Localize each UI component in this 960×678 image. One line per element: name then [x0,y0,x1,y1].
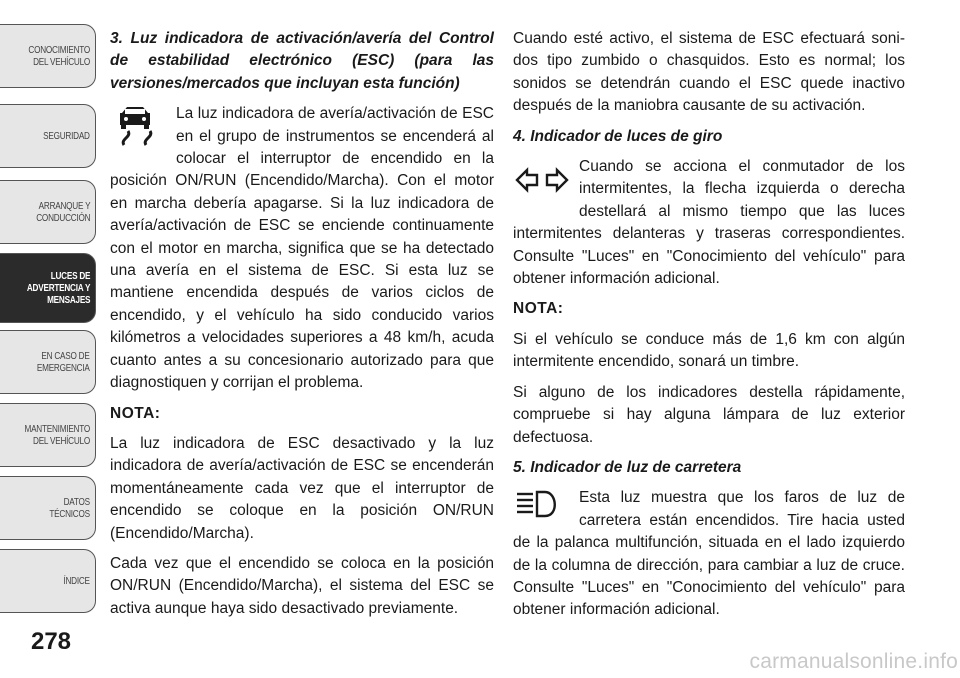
nota-label: NOTA: [110,404,161,422]
tab-indice[interactable]: ÍNDICE [0,549,96,613]
turn-signal-chime-paragraph: Si el vehículo se conduce más de 1,6 km con algún intermitente encendido, sonará un timbre. [513,330,905,371]
tab-emergencia[interactable]: EN CASO DE EMERGENCIA [0,330,96,394]
turn-signal-arrows-icon [513,158,571,202]
tab-datos-tecnicos[interactable]: DATOS TÉCNICOS [0,476,96,540]
page-number: 278 [30,628,72,655]
tab-seguridad[interactable]: SEGURIDAD [0,104,96,168]
high-beam-icon [513,489,571,519]
esc-sound-paragraph: Cuando esté activo, el sistema de ESC efectuará soni-dos tipo zumbido o chasquidos. Esto es normal; los sonidos se detendrán cuando el ESC quede inactivo después de la maniobra causante de su activación. [513,30,905,115]
section-heading-high-beam: 5. Indicador de luz de carretera [513,458,742,476]
right-column [513,28,905,630]
nota-label-2: NOTA: [513,300,564,318]
esc-paragraph: La luz indicadora de avería/activación de ESC en el grupo de instrumentos se encenderá al colocar el interruptor de encendido en la posición ON/RUN (Encendido/Marcha). Con el motor en marcha debería apagarse. Si la luz indicadora de avería/activación de ESC se enciende continuamente con el motor en marcha, significa que se ha detectado una avería en el sistema de ESC. Si esta luz se mantiene encendida después de varios ciclos de encendido, y el vehículo ha sido conducido varios kilómetros a velocidades superiores a 48 km/h, acuda cuanto antes a su concesionario autorizado para que diagnostiquen y corrijan el problema. [110,105,494,392]
turn-signal-paragraph: Cuando se acciona el conmutador de los intermitentes, la flecha izquierda o derecha destellará al mismo tiempo que las luces intermitentes delanteras y traseras correspondientes. Consulte "Luces" en "Conocimiento del vehículo" para obtener información adicional. [513,158,905,288]
watermark: carmanualsonline.info [749,650,958,673]
chapter-tabs [0,0,100,678]
section-heading-turn-signals: 4. Indicador de luces de giro [513,127,723,145]
section-heading-esc: 3. Luz indicadora de activación/avería del Control de estabilidad electrónico (ESC) (para las versiones/mercados que incluyan esta función) [110,30,494,92]
left-column [110,28,494,628]
tab-arranque[interactable]: ARRANQUE Y CONDUCCIÓN [0,180,96,244]
high-beam-paragraph: Esta luz muestra que los faros de luz de carretera están encendidos. Tire hacia usted de la palanca multifunción, situada en el lado izquierdo de la columna de dirección, para cambiar a luz de cruce. Consulte "Luces" en "Conocimiento del vehículo" para obtener información adicional. [513,489,905,619]
tab-conocimiento[interactable]: CONOCIMIENTO DEL VEHÍCULO [0,24,96,88]
tab-mantenimiento[interactable]: MANTENIMIENTO DEL VEHÍCULO [0,403,96,467]
turn-signal-flash-paragraph: Si alguno de los indicadores destella rápidamente, compruebe si hay alguna lámpara de luz exterior defectuosa. [513,383,905,446]
tab-luces-advertencia[interactable]: LUCES DE ADVERTENCIA Y MENSAJES [0,253,96,323]
esc-activation-paragraph: Cada vez que el encendido se coloca en la posición ON/RUN (Encendido/Marcha), el sistema del ESC se activa aunque haya sido desactivado previamente. [110,554,494,617]
esc-skid-icon [110,105,168,149]
esc-note-paragraph: La luz indicadora de ESC desactivado y la luz indicadora de avería/activación de ESC se encenderán momentáneamente cada vez que el interruptor de encendido se coloque en la posición ON/RUN (Encendido/Marcha). [110,434,494,542]
